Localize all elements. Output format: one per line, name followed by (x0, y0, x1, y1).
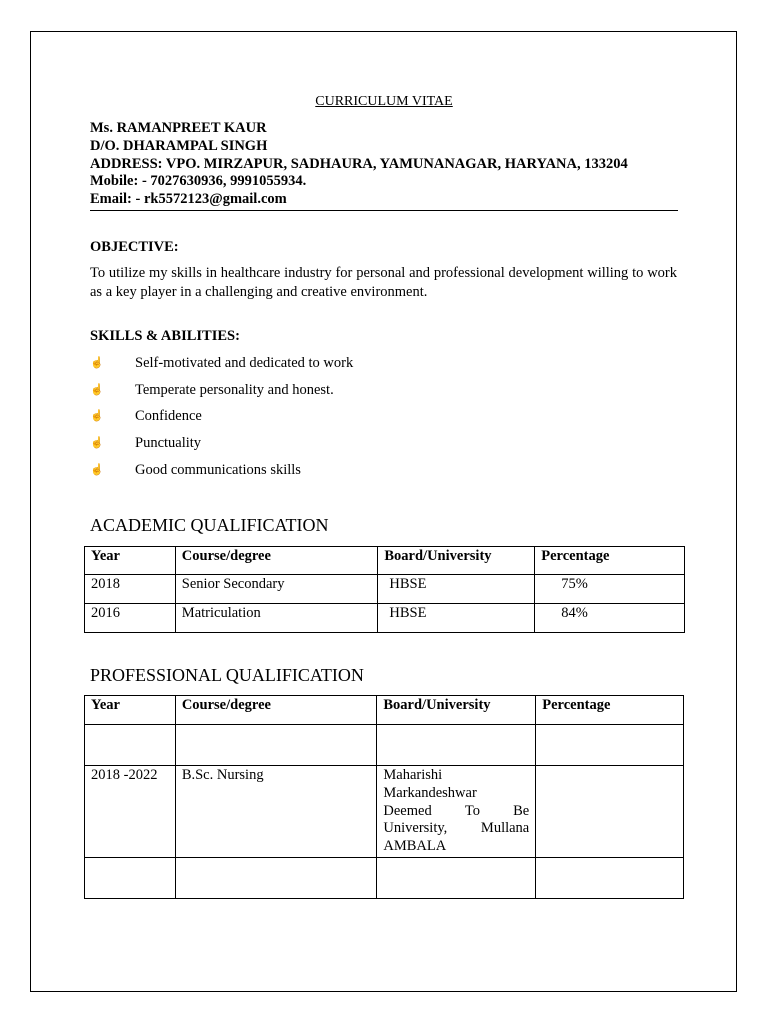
university-line: Maharishi (383, 767, 443, 783)
table-cell (377, 857, 536, 898)
word: Be (513, 802, 530, 819)
skill-text: Self-motivated and dedicated to work (135, 355, 354, 371)
skill-text: Punctuality (135, 435, 202, 452)
table-cell: 2016 (85, 604, 176, 633)
table-cell: 84% (535, 604, 685, 633)
column-header: Percentage (536, 696, 684, 725)
university-line: AMBALA (383, 838, 447, 855)
column-header: Board/University (378, 547, 535, 575)
university-cell (377, 766, 536, 858)
table-cell (85, 857, 176, 898)
hand-pointing-icon: ☝ (90, 383, 104, 396)
skill-item (90, 406, 353, 433)
table-header-row (85, 547, 685, 575)
skills-heading: SKILLS & ABILITIES: (90, 328, 240, 344)
table-cell: 2018 (85, 575, 176, 604)
personal-details (90, 120, 628, 209)
skill-item (90, 433, 353, 460)
table-cell (175, 857, 377, 898)
skill-text: Good communications skills (135, 461, 301, 478)
column-header: Board/University (377, 696, 536, 725)
word: University, (383, 820, 448, 837)
table-cell (536, 766, 684, 858)
skill-text: Confidence (135, 408, 202, 425)
table-cell: HBSE (378, 575, 535, 604)
table-cell (536, 725, 684, 766)
hand-pointing-icon: ☝ (90, 410, 104, 423)
word: Deemed (383, 802, 432, 819)
hand-pointing-icon: ☝ (90, 463, 104, 476)
skill-item (90, 460, 353, 487)
table-cell: Matriculation (175, 604, 378, 633)
document-title: CURRICULUM VITAE (315, 94, 453, 109)
professional-heading: PROFESSIONAL QUALIFICATION (90, 665, 364, 685)
table-cell: Senior Secondary (175, 575, 378, 604)
candidate-name: Ms. RAMANPREET KAUR (90, 120, 267, 136)
hand-pointing-icon: ☝ (90, 357, 104, 369)
table-cell: 75% (535, 575, 685, 604)
table-cell: B.Sc. Nursing (175, 766, 377, 858)
table-cell (85, 725, 176, 766)
academic-table (84, 546, 685, 633)
university-line (383, 803, 529, 821)
objective-heading: OBJECTIVE: (90, 239, 179, 255)
table-row (85, 575, 685, 604)
mobile-line: Mobile: - 7027630936, 9991055934. (90, 173, 307, 190)
column-header: Year (85, 547, 176, 575)
table-cell: 2018 -2022 (85, 766, 176, 858)
table-row (85, 725, 684, 766)
table-row (85, 857, 684, 898)
parent-name: D/O. DHARAMPAL SINGH (90, 137, 268, 154)
table-header-row (85, 696, 684, 725)
university-line (383, 820, 529, 838)
table-row (85, 604, 685, 633)
column-header: Course/degree (175, 696, 377, 725)
university-line: Markandeshwar (383, 784, 477, 801)
column-header: Year (85, 696, 176, 725)
professional-table (84, 695, 684, 899)
table-cell (175, 725, 377, 766)
table-row (85, 766, 684, 858)
email-line: Email: - rk5572123@gmail.com (90, 191, 287, 208)
hand-pointing-icon: ☝ (90, 437, 104, 450)
skill-item (90, 353, 353, 380)
table-cell (536, 857, 684, 898)
address-line: ADDRESS: VPO. MIRZAPUR, SADHAURA, YAMUNANAGAR, HARYANA, 133204 (90, 155, 628, 172)
word: Mullana (480, 820, 530, 837)
word: To (464, 802, 480, 819)
skill-text: Temperate personality and honest. (135, 381, 334, 398)
column-header: Course/degree (175, 547, 378, 575)
skills-list (90, 353, 353, 486)
column-header: Percentage (535, 547, 685, 575)
academic-heading: ACADEMIC QUALIFICATION (90, 515, 329, 535)
objective-text: To utilize my skills in healthcare industry for personal and professional development willing to work as a key player in a challenging and creative environment. (90, 265, 677, 300)
header-divider (90, 210, 678, 211)
table-cell: HBSE (378, 604, 535, 633)
skill-item (90, 380, 353, 407)
table-cell (377, 725, 536, 766)
